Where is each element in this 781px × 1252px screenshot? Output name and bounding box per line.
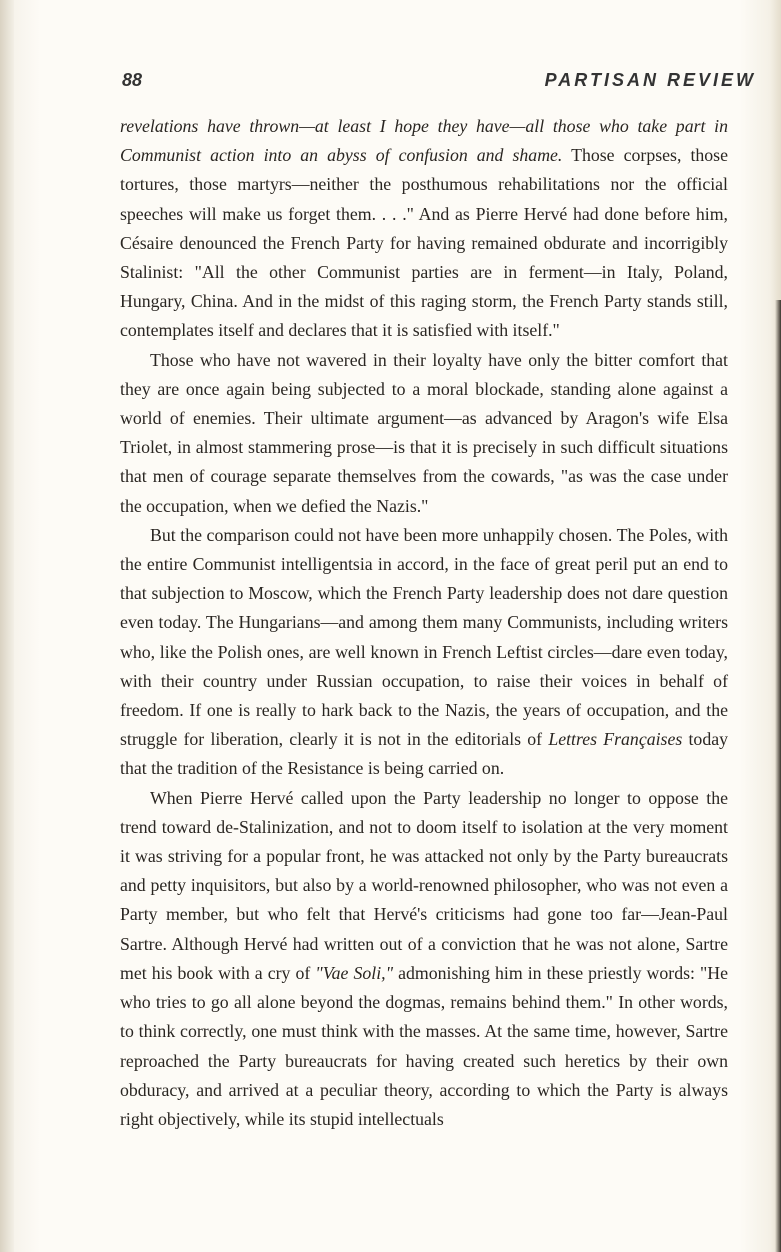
- page-edge-shadow: [775, 300, 781, 1252]
- book-spine-shadow: [0, 0, 14, 1252]
- publication-title: Lettres Françaises: [548, 729, 683, 750]
- paragraph-3-text-b: today that the tradition of the Resistance is being carried on.: [120, 729, 728, 779]
- paragraph-4: [120, 784, 728, 1134]
- journal-title: PARTISAN REVIEW: [544, 70, 756, 90]
- paragraph-1: [120, 112, 728, 346]
- latin-phrase: "Vae Soli,": [315, 962, 394, 983]
- page-number: 88: [122, 70, 143, 90]
- paragraph-3: [120, 521, 728, 784]
- running-header: [122, 62, 756, 96]
- paragraph-4-text-b: admonishing him in these priestly words: "He who tries to go all alone beyond the dogmas, remains behind them." In other words, to think correctly, one must think with the masses. At the same time, however, Sartre reproached the Party bureaucrats for having created such heretics by their own obduracy, and arrived at a peculiar theory, according to which the Party is always right objectively, while its stupid intellectuals: [120, 962, 728, 1129]
- paragraph-3-text-a: But the comparison could not have been more unhappily chosen. The Poles, with the entire Communist intelligentsia in accord, in the face of great peril put an end to that subjection to Moscow, which the French Party leadership does not dare question even today. The Hungarians—and among them many Communists, including writers who, like the Polish ones, are well known in French Leftist circles—dare even today, with their country under Russian occupation, to raise their voices in behalf of freedom. If one is really to hark back to the Nazis, the years of occupation, and the struggle for liberation, clearly it is not in the editorials of: [120, 524, 728, 750]
- paragraph-4-text-a: When Pierre Hervé called upon the Party leadership no longer to oppose the trend toward de-Stalinization, and not to doom itself to isolation at the very moment it was striving for a popular front, he was attacked not only by the Party bureaucrats and petty inquisitors, but also by a world-renowned philosopher, who was not even a Party member, but who felt that Hervé's criticisms had gone too far—Jean-Paul Sartre. Although Hervé had written out of a conviction that he was not alone, Sartre met his book with a cry of: [120, 787, 728, 983]
- paragraph-1-italic: revelations have thrown—at least I hope they have—all those who take part in Communist action into an abyss of confusion and shame.: [120, 116, 728, 166]
- paragraph-2: Those who have not wavered in their loyalty have only the bitter comfort that they are once again being subjected to a moral blockade, standing alone against a world of enemies. Their ultimate argument—as advanced by Aragon's wife Elsa Triolet, in almost stammering prose—is that it is precisely in such difficult situations that men of courage separate themselves from the cowards, "as was the case under the occupation, when we defied the Nazis.": [120, 349, 728, 516]
- paragraph-1-text: Those corpses, those tortures, those martyrs—neither the posthumous rehabilitations nor the official speeches will make us forget them. . . ." And as Pierre Hervé had done before him, Césaire denounced the French Party for having remained obdurate and incorrigibly Stalinist: "All the other Communist parties are in ferment—in Italy, Poland, Hungary, China. And in the midst of this raging storm, the French Party stands still, contemplates itself and declares that it is satisfied with itself.": [120, 145, 728, 341]
- article-body: [120, 112, 728, 1134]
